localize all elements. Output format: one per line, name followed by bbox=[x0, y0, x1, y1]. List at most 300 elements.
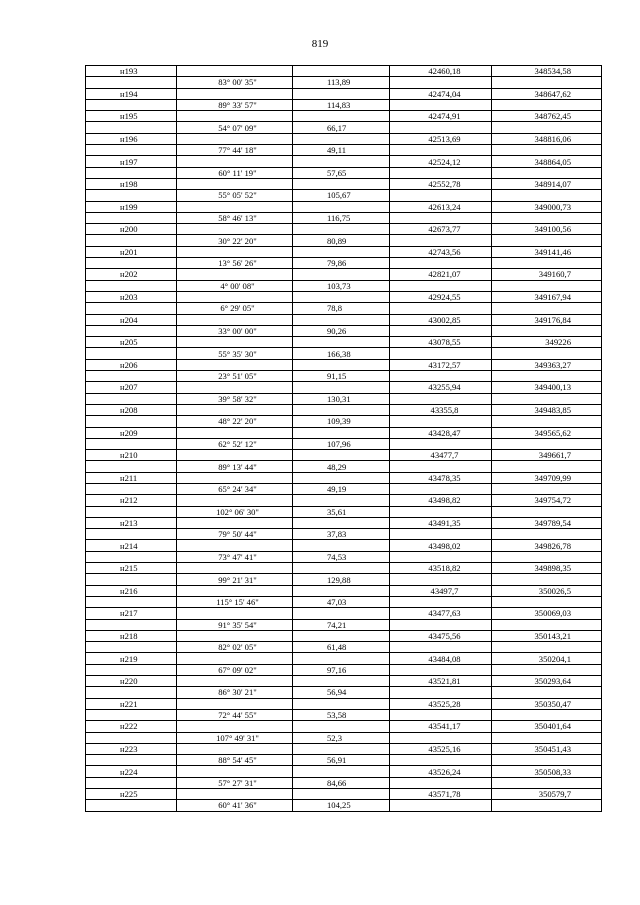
table-row bbox=[86, 178, 602, 189]
direction-angle-cell: 77° 44' 18" bbox=[177, 145, 293, 156]
table-row bbox=[86, 235, 602, 246]
y-coordinate-cell: 348534,58 bbox=[492, 66, 602, 77]
empty-cell bbox=[86, 642, 177, 653]
direction-angle-cell: 115° 15' 46" bbox=[177, 596, 293, 607]
table-row bbox=[86, 732, 602, 743]
direction-angle-cell: 89° 33' 57" bbox=[177, 99, 293, 110]
y-coordinate-cell: 349000,73 bbox=[492, 201, 602, 212]
direction-angle-cell: 88° 54' 45" bbox=[177, 755, 293, 766]
empty-cell bbox=[390, 709, 492, 720]
distance-cell: 74,53 bbox=[293, 551, 390, 562]
empty-cell bbox=[492, 167, 602, 178]
table-row bbox=[86, 472, 602, 483]
empty-cell bbox=[86, 755, 177, 766]
x-coordinate-cell: 43521,81 bbox=[390, 676, 492, 687]
empty-cell bbox=[390, 325, 492, 336]
y-coordinate-cell: 349789,54 bbox=[492, 517, 602, 528]
direction-angle-cell: 30° 22' 20" bbox=[177, 235, 293, 246]
distance-cell: 57,65 bbox=[293, 167, 390, 178]
empty-cell bbox=[293, 269, 390, 280]
empty-cell bbox=[177, 201, 293, 212]
empty-cell bbox=[390, 596, 492, 607]
distance-cell: 61,48 bbox=[293, 642, 390, 653]
direction-angle-cell: 82° 02' 05" bbox=[177, 642, 293, 653]
x-coordinate-cell: 43525,16 bbox=[390, 743, 492, 754]
point-name-cell: н195 bbox=[86, 111, 177, 122]
y-coordinate-cell: 349226 bbox=[492, 337, 602, 348]
empty-cell bbox=[293, 66, 390, 77]
empty-cell bbox=[177, 111, 293, 122]
empty-cell bbox=[293, 540, 390, 551]
direction-angle-cell: 91° 35' 54" bbox=[177, 619, 293, 630]
distance-cell: 48,29 bbox=[293, 461, 390, 472]
empty-cell bbox=[293, 427, 390, 438]
x-coordinate-cell: 43541,17 bbox=[390, 721, 492, 732]
point-name-cell: н200 bbox=[86, 224, 177, 235]
direction-angle-cell: 55° 35' 30" bbox=[177, 348, 293, 359]
empty-cell bbox=[293, 111, 390, 122]
distance-cell: 104,25 bbox=[293, 800, 390, 811]
empty-cell bbox=[86, 190, 177, 201]
x-coordinate-cell: 42924,55 bbox=[390, 291, 492, 302]
distance-cell: 78,8 bbox=[293, 303, 390, 314]
x-coordinate-cell: 42743,56 bbox=[390, 246, 492, 257]
empty-cell bbox=[390, 280, 492, 291]
empty-cell bbox=[492, 551, 602, 562]
empty-cell bbox=[293, 404, 390, 415]
table-row bbox=[86, 789, 602, 800]
empty-cell bbox=[390, 483, 492, 494]
table-row bbox=[86, 201, 602, 212]
table-row bbox=[86, 258, 602, 269]
distance-cell: 49,11 bbox=[293, 145, 390, 156]
y-coordinate-cell: 350451,43 bbox=[492, 743, 602, 754]
direction-angle-cell: 58° 46' 13" bbox=[177, 212, 293, 223]
table-row bbox=[86, 337, 602, 348]
y-coordinate-cell: 350204,1 bbox=[492, 653, 602, 664]
table-row bbox=[86, 563, 602, 574]
table-row bbox=[86, 427, 602, 438]
table-row bbox=[86, 348, 602, 359]
empty-cell bbox=[293, 382, 390, 393]
x-coordinate-cell: 42513,69 bbox=[390, 133, 492, 144]
empty-cell bbox=[177, 427, 293, 438]
table-row bbox=[86, 382, 602, 393]
empty-cell bbox=[177, 789, 293, 800]
distance-cell: 84,66 bbox=[293, 777, 390, 788]
table-row bbox=[86, 404, 602, 415]
x-coordinate-cell: 43491,35 bbox=[390, 517, 492, 528]
direction-angle-cell: 54° 07' 09" bbox=[177, 122, 293, 133]
empty-cell bbox=[492, 235, 602, 246]
x-coordinate-cell: 43478,35 bbox=[390, 472, 492, 483]
direction-angle-cell: 65° 24' 34" bbox=[177, 483, 293, 494]
empty-cell bbox=[390, 348, 492, 359]
y-coordinate-cell: 349826,78 bbox=[492, 540, 602, 551]
distance-cell: 52,3 bbox=[293, 732, 390, 743]
empty-cell bbox=[177, 382, 293, 393]
empty-cell bbox=[390, 619, 492, 630]
table-row bbox=[86, 529, 602, 540]
point-name-cell: н225 bbox=[86, 789, 177, 800]
empty-cell bbox=[86, 529, 177, 540]
empty-cell bbox=[177, 66, 293, 77]
table-row bbox=[86, 687, 602, 698]
empty-cell bbox=[177, 156, 293, 167]
x-coordinate-cell: 43498,82 bbox=[390, 495, 492, 506]
direction-angle-cell: 60° 11' 19" bbox=[177, 167, 293, 178]
empty-cell bbox=[390, 574, 492, 585]
point-name-cell: н212 bbox=[86, 495, 177, 506]
empty-cell bbox=[177, 133, 293, 144]
table-row bbox=[86, 608, 602, 619]
empty-cell bbox=[177, 540, 293, 551]
empty-cell bbox=[86, 574, 177, 585]
empty-cell bbox=[293, 224, 390, 235]
x-coordinate-cell: 43078,55 bbox=[390, 337, 492, 348]
table-row bbox=[86, 766, 602, 777]
x-coordinate-cell: 42524,12 bbox=[390, 156, 492, 167]
empty-cell bbox=[86, 371, 177, 382]
point-name-cell: н215 bbox=[86, 563, 177, 574]
empty-cell bbox=[390, 99, 492, 110]
point-name-cell: н196 bbox=[86, 133, 177, 144]
direction-angle-cell: 55° 05' 52" bbox=[177, 190, 293, 201]
table-row bbox=[86, 743, 602, 754]
y-coordinate-cell: 349100,56 bbox=[492, 224, 602, 235]
table-row bbox=[86, 291, 602, 302]
empty-cell bbox=[390, 506, 492, 517]
empty-cell bbox=[86, 687, 177, 698]
distance-cell: 74,21 bbox=[293, 619, 390, 630]
empty-cell bbox=[293, 359, 390, 370]
empty-cell bbox=[86, 461, 177, 472]
point-name-cell: н202 bbox=[86, 269, 177, 280]
empty-cell bbox=[293, 450, 390, 461]
x-coordinate-cell: 43498,02 bbox=[390, 540, 492, 551]
empty-cell bbox=[177, 269, 293, 280]
empty-cell bbox=[492, 348, 602, 359]
table-row bbox=[86, 156, 602, 167]
empty-cell bbox=[293, 337, 390, 348]
empty-cell bbox=[492, 280, 602, 291]
x-coordinate-cell: 42552,78 bbox=[390, 178, 492, 189]
y-coordinate-cell: 348762,45 bbox=[492, 111, 602, 122]
empty-cell bbox=[492, 190, 602, 201]
empty-cell bbox=[492, 77, 602, 88]
empty-cell bbox=[86, 77, 177, 88]
table-row bbox=[86, 619, 602, 630]
table-row bbox=[86, 721, 602, 732]
table-row bbox=[86, 303, 602, 314]
empty-cell bbox=[177, 472, 293, 483]
empty-cell bbox=[390, 664, 492, 675]
empty-cell bbox=[390, 755, 492, 766]
distance-cell: 66,17 bbox=[293, 122, 390, 133]
direction-angle-cell: 57° 27' 31" bbox=[177, 777, 293, 788]
y-coordinate-cell: 350579,7 bbox=[492, 789, 602, 800]
empty-cell bbox=[390, 258, 492, 269]
empty-cell bbox=[177, 450, 293, 461]
direction-angle-cell: 102° 06' 30" bbox=[177, 506, 293, 517]
y-coordinate-cell: 349661,7 bbox=[492, 450, 602, 461]
empty-cell bbox=[86, 235, 177, 246]
empty-cell bbox=[390, 235, 492, 246]
distance-cell: 116,75 bbox=[293, 212, 390, 223]
empty-cell bbox=[492, 506, 602, 517]
empty-cell bbox=[177, 495, 293, 506]
empty-cell bbox=[293, 630, 390, 641]
empty-cell bbox=[390, 303, 492, 314]
direction-angle-cell: 89° 13' 44" bbox=[177, 461, 293, 472]
empty-cell bbox=[492, 777, 602, 788]
point-name-cell: н220 bbox=[86, 676, 177, 687]
direction-angle-cell: 48° 22' 20" bbox=[177, 416, 293, 427]
table-row bbox=[86, 190, 602, 201]
point-name-cell: н222 bbox=[86, 721, 177, 732]
distance-cell: 129,88 bbox=[293, 574, 390, 585]
x-coordinate-cell: 42613,24 bbox=[390, 201, 492, 212]
empty-cell bbox=[86, 416, 177, 427]
distance-cell: 56,91 bbox=[293, 755, 390, 766]
table-row bbox=[86, 314, 602, 325]
empty-cell bbox=[177, 608, 293, 619]
y-coordinate-cell: 349483,85 bbox=[492, 404, 602, 415]
point-name-cell: н206 bbox=[86, 359, 177, 370]
direction-angle-cell: 86° 30' 21" bbox=[177, 687, 293, 698]
y-coordinate-cell: 349754,72 bbox=[492, 495, 602, 506]
empty-cell bbox=[86, 258, 177, 269]
distance-cell: 107,96 bbox=[293, 438, 390, 449]
empty-cell bbox=[492, 212, 602, 223]
table-row bbox=[86, 664, 602, 675]
point-name-cell: н223 bbox=[86, 743, 177, 754]
table-row bbox=[86, 551, 602, 562]
empty-cell bbox=[390, 77, 492, 88]
empty-cell bbox=[390, 145, 492, 156]
table-row bbox=[86, 483, 602, 494]
empty-cell bbox=[177, 359, 293, 370]
direction-angle-cell: 4° 00' 08" bbox=[177, 280, 293, 291]
empty-cell bbox=[177, 743, 293, 754]
y-coordinate-cell: 349709,99 bbox=[492, 472, 602, 483]
point-name-cell: н205 bbox=[86, 337, 177, 348]
distance-cell: 113,89 bbox=[293, 77, 390, 88]
empty-cell bbox=[86, 709, 177, 720]
y-coordinate-cell: 349176,84 bbox=[492, 314, 602, 325]
x-coordinate-cell: 43518,82 bbox=[390, 563, 492, 574]
empty-cell bbox=[390, 800, 492, 811]
distance-cell: 109,39 bbox=[293, 416, 390, 427]
y-coordinate-cell: 348816,06 bbox=[492, 133, 602, 144]
x-coordinate-cell: 42474,04 bbox=[390, 88, 492, 99]
empty-cell bbox=[177, 698, 293, 709]
table-row bbox=[86, 495, 602, 506]
empty-cell bbox=[293, 789, 390, 800]
table-row bbox=[86, 676, 602, 687]
direction-angle-cell: 107° 49' 31" bbox=[177, 732, 293, 743]
empty-cell bbox=[390, 416, 492, 427]
empty-cell bbox=[293, 517, 390, 528]
y-coordinate-cell: 348864,05 bbox=[492, 156, 602, 167]
table-row bbox=[86, 450, 602, 461]
empty-cell bbox=[86, 99, 177, 110]
distance-cell: 79,86 bbox=[293, 258, 390, 269]
empty-cell bbox=[293, 653, 390, 664]
empty-cell bbox=[177, 88, 293, 99]
table-row bbox=[86, 506, 602, 517]
table-row bbox=[86, 133, 602, 144]
distance-cell: 35,61 bbox=[293, 506, 390, 517]
empty-cell bbox=[390, 732, 492, 743]
x-coordinate-cell: 43477,63 bbox=[390, 608, 492, 619]
distance-cell: 53,58 bbox=[293, 709, 390, 720]
empty-cell bbox=[492, 800, 602, 811]
coordinates-table-body bbox=[86, 66, 602, 812]
table-row bbox=[86, 630, 602, 641]
empty-cell bbox=[293, 766, 390, 777]
x-coordinate-cell: 43355,8 bbox=[390, 404, 492, 415]
direction-angle-cell: 13° 56' 26" bbox=[177, 258, 293, 269]
empty-cell bbox=[293, 495, 390, 506]
distance-cell: 49,19 bbox=[293, 483, 390, 494]
table-row bbox=[86, 99, 602, 110]
point-name-cell: н198 bbox=[86, 178, 177, 189]
empty-cell bbox=[86, 619, 177, 630]
empty-cell bbox=[390, 393, 492, 404]
empty-cell bbox=[86, 393, 177, 404]
point-name-cell: н201 bbox=[86, 246, 177, 257]
point-name-cell: н218 bbox=[86, 630, 177, 641]
table-row bbox=[86, 800, 602, 811]
empty-cell bbox=[86, 551, 177, 562]
empty-cell bbox=[390, 642, 492, 653]
distance-cell: 37,83 bbox=[293, 529, 390, 540]
point-name-cell: н221 bbox=[86, 698, 177, 709]
empty-cell bbox=[86, 348, 177, 359]
empty-cell bbox=[293, 608, 390, 619]
table-row bbox=[86, 325, 602, 336]
empty-cell bbox=[492, 325, 602, 336]
distance-cell: 166,38 bbox=[293, 348, 390, 359]
point-name-cell: н219 bbox=[86, 653, 177, 664]
y-coordinate-cell: 349898,35 bbox=[492, 563, 602, 574]
point-name-cell: н209 bbox=[86, 427, 177, 438]
y-coordinate-cell: 348914,07 bbox=[492, 178, 602, 189]
empty-cell bbox=[86, 303, 177, 314]
y-coordinate-cell: 348647,62 bbox=[492, 88, 602, 99]
table-row bbox=[86, 416, 602, 427]
empty-cell bbox=[177, 337, 293, 348]
empty-cell bbox=[492, 687, 602, 698]
y-coordinate-cell: 349167,94 bbox=[492, 291, 602, 302]
empty-cell bbox=[177, 178, 293, 189]
empty-cell bbox=[177, 766, 293, 777]
empty-cell bbox=[293, 88, 390, 99]
empty-cell bbox=[492, 732, 602, 743]
empty-cell bbox=[177, 291, 293, 302]
point-name-cell: н193 bbox=[86, 66, 177, 77]
empty-cell bbox=[293, 133, 390, 144]
distance-cell: 103,73 bbox=[293, 280, 390, 291]
direction-angle-cell: 99° 21' 31" bbox=[177, 574, 293, 585]
x-coordinate-cell: 43526,24 bbox=[390, 766, 492, 777]
table-row bbox=[86, 653, 602, 664]
table-row bbox=[86, 371, 602, 382]
empty-cell bbox=[293, 201, 390, 212]
empty-cell bbox=[86, 438, 177, 449]
table-row bbox=[86, 709, 602, 720]
empty-cell bbox=[177, 563, 293, 574]
table-row bbox=[86, 246, 602, 257]
empty-cell bbox=[293, 291, 390, 302]
empty-cell bbox=[492, 416, 602, 427]
empty-cell bbox=[177, 653, 293, 664]
empty-cell bbox=[492, 303, 602, 314]
point-name-cell: н217 bbox=[86, 608, 177, 619]
empty-cell bbox=[86, 483, 177, 494]
table-row bbox=[86, 111, 602, 122]
distance-cell: 90,26 bbox=[293, 325, 390, 336]
point-name-cell: н210 bbox=[86, 450, 177, 461]
point-name-cell: н199 bbox=[86, 201, 177, 212]
empty-cell bbox=[293, 563, 390, 574]
direction-angle-cell: 33° 00' 00" bbox=[177, 325, 293, 336]
empty-cell bbox=[86, 325, 177, 336]
empty-cell bbox=[492, 574, 602, 585]
empty-cell bbox=[177, 517, 293, 528]
empty-cell bbox=[492, 642, 602, 653]
direction-angle-cell: 39° 58' 32" bbox=[177, 393, 293, 404]
direction-angle-cell: 67° 09' 02" bbox=[177, 664, 293, 675]
empty-cell bbox=[390, 371, 492, 382]
distance-cell: 130,31 bbox=[293, 393, 390, 404]
empty-cell bbox=[492, 371, 602, 382]
x-coordinate-cell: 43172,57 bbox=[390, 359, 492, 370]
table-row bbox=[86, 122, 602, 133]
empty-cell bbox=[177, 224, 293, 235]
table-row bbox=[86, 359, 602, 370]
table-row bbox=[86, 777, 602, 788]
empty-cell bbox=[86, 664, 177, 675]
empty-cell bbox=[492, 145, 602, 156]
table-row bbox=[86, 642, 602, 653]
empty-cell bbox=[390, 777, 492, 788]
table-row bbox=[86, 269, 602, 280]
y-coordinate-cell: 350508,33 bbox=[492, 766, 602, 777]
table-row bbox=[86, 212, 602, 223]
table-row bbox=[86, 596, 602, 607]
x-coordinate-cell: 43571,78 bbox=[390, 789, 492, 800]
point-name-cell: н207 bbox=[86, 382, 177, 393]
empty-cell bbox=[390, 529, 492, 540]
table-row bbox=[86, 88, 602, 99]
y-coordinate-cell: 350026,5 bbox=[492, 585, 602, 596]
distance-cell: 47,03 bbox=[293, 596, 390, 607]
x-coordinate-cell: 42673,77 bbox=[390, 224, 492, 235]
empty-cell bbox=[390, 551, 492, 562]
distance-cell: 105,67 bbox=[293, 190, 390, 201]
empty-cell bbox=[177, 630, 293, 641]
direction-angle-cell: 79° 50' 44" bbox=[177, 529, 293, 540]
empty-cell bbox=[293, 721, 390, 732]
y-coordinate-cell: 350143,21 bbox=[492, 630, 602, 641]
table-row bbox=[86, 77, 602, 88]
distance-cell: 97,16 bbox=[293, 664, 390, 675]
table-row bbox=[86, 517, 602, 528]
direction-angle-cell: 73° 47' 41" bbox=[177, 551, 293, 562]
empty-cell bbox=[492, 529, 602, 540]
